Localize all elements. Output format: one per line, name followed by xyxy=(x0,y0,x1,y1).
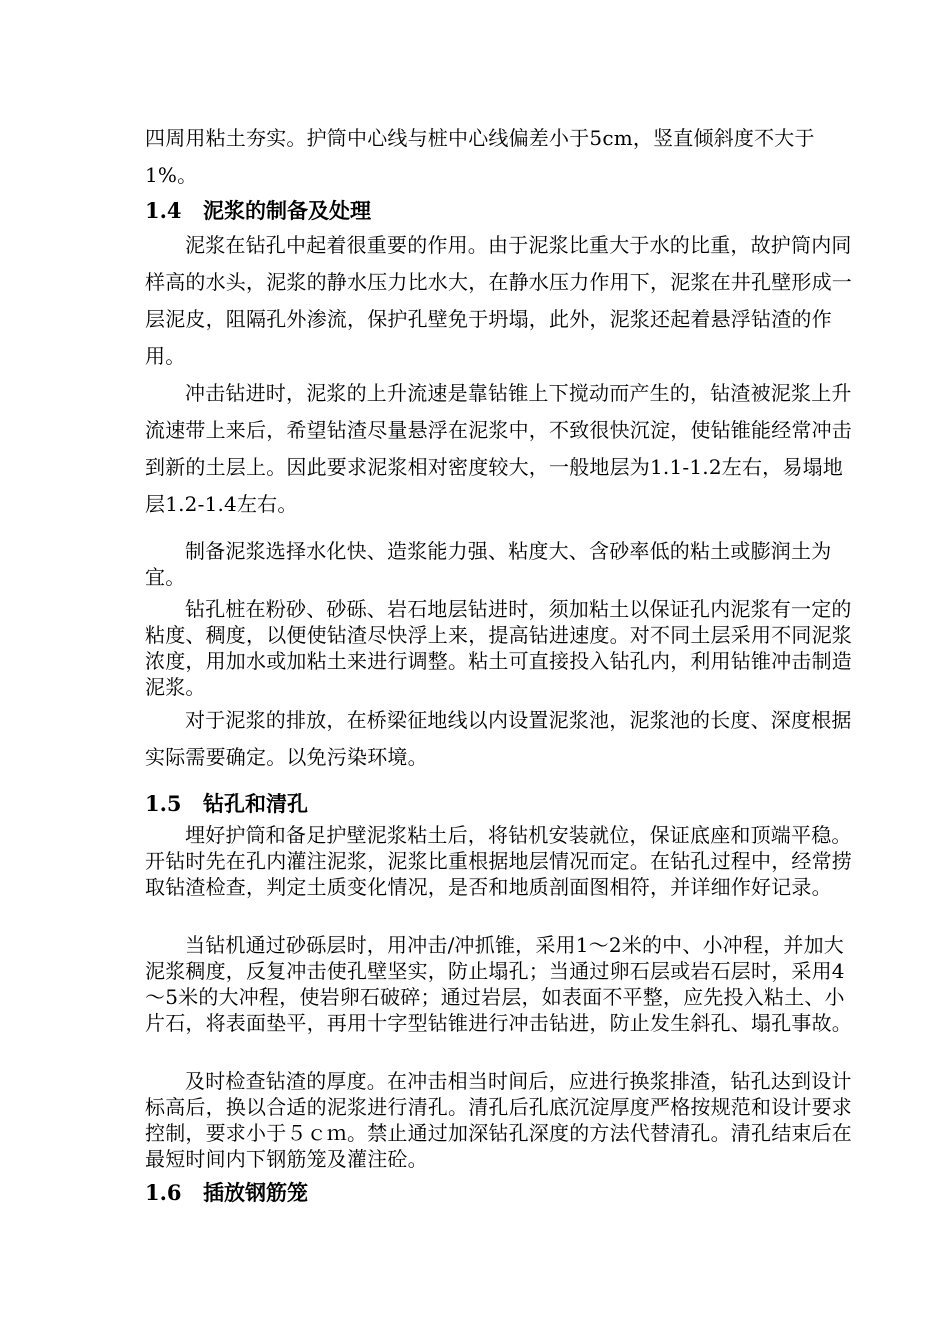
section-title: 钻孔和清孔 xyxy=(203,792,308,816)
paragraph: 当钻机通过砂砾层时，用冲击/冲抓锥，采用1～2米的中、小冲程，并加大泥浆稠度，反复冲击使孔壁坚实，防止塌孔；当通过卵石层或岩石层时，采用4～5米的大冲程，使岩卵石破碎；通过岩层，如表面不平整，应先投入粘土、小片石，将表面垫平，再用十字型钻锥进行冲击钻进，防止发生斜孔、塌孔事故。 xyxy=(145,933,852,1035)
section-title: 插放钢筋笼 xyxy=(203,1181,308,1205)
section-number: 1.4 xyxy=(145,198,182,223)
paragraph: 及时检查钻渣的厚度。在冲击相当时间后，应进行换浆排渣，钻孔达到设计标高后，换以合适的泥浆进行清孔。清孔后孔底沉淀厚度严格按规范和设计要求控制，要求小于５ｃｍ。禁止通过加深钻孔深度的方法代替清孔。清孔结束后在最短时间内下钢筋笼及灌注砼。 xyxy=(145,1069,852,1171)
paragraph: 冲击钻进时，泥浆的上升流速是靠钻锥上下搅动而产生的，钻渣被泥浆上升流速带上来后，希望钻渣尽量悬浮在泥浆中，不致很快沉淀，使钻锥能经常冲击到新的土层上。因此要求泥浆相对密度较大，一般地层为1.1-1.2左右，易塌地层1.2-1.4左右。 xyxy=(145,381,852,516)
section-title: 泥浆的制备及处理 xyxy=(203,199,371,223)
paragraph: 对于泥浆的排放，在桥梁征地线以内设置泥浆池，泥浆池的长度、深度根据实际需要确定。以免污染环境。 xyxy=(145,708,852,769)
section-number: 1.5 xyxy=(145,791,182,816)
intro-paragraph: 四周用粘土夯实。护筒中心线与桩中心线偏差小于5cm，竖直倾斜度不大于1%。 xyxy=(145,126,815,187)
paragraph: 制备泥浆选择水化快、造浆能力强、粘度大、含砂率低的粘土或膨润土为宜。 xyxy=(145,539,832,589)
paragraph: 埋好护筒和备足护壁泥浆粘土后，将钻机安装就位，保证底座和顶端平稳。开钻时先在孔内灌注泥浆，泥浆比重根据地层情况而定。在钻孔过程中，经常捞取钻渣检查，判定土质变化情况，是否和地质剖面图相符，并详细作好记录。 xyxy=(145,823,852,899)
paragraph: 泥浆在钻孔中起着很重要的作用。由于泥浆比重大于水的比重，故护筒内同样高的水头，泥浆的静水压力比水大，在静水压力作用下，泥浆在井孔壁形成一层泥皮，阻隔孔外渗流，保护孔壁免于坍塌，此外，泥浆还起着悬浮钻渣的作用。 xyxy=(145,233,852,368)
section-heading-1-4 xyxy=(145,196,863,226)
section-heading-1-6 xyxy=(145,1178,863,1208)
section-number: 1.6 xyxy=(145,1180,182,1205)
section-heading-1-5 xyxy=(145,789,863,819)
paragraph: 钻孔桩在粉砂、砂砾、岩石地层钻进时，须加粘土以保证孔内泥浆有一定的粘度、稠度，以便使钻渣尽快浮上来，提高钻进速度。对不同土层采用不同泥浆浓度，用加水或加粘土来进行调整。粘土可直接投入钻孔内，利用钻锥冲击制造泥浆。 xyxy=(145,597,852,699)
